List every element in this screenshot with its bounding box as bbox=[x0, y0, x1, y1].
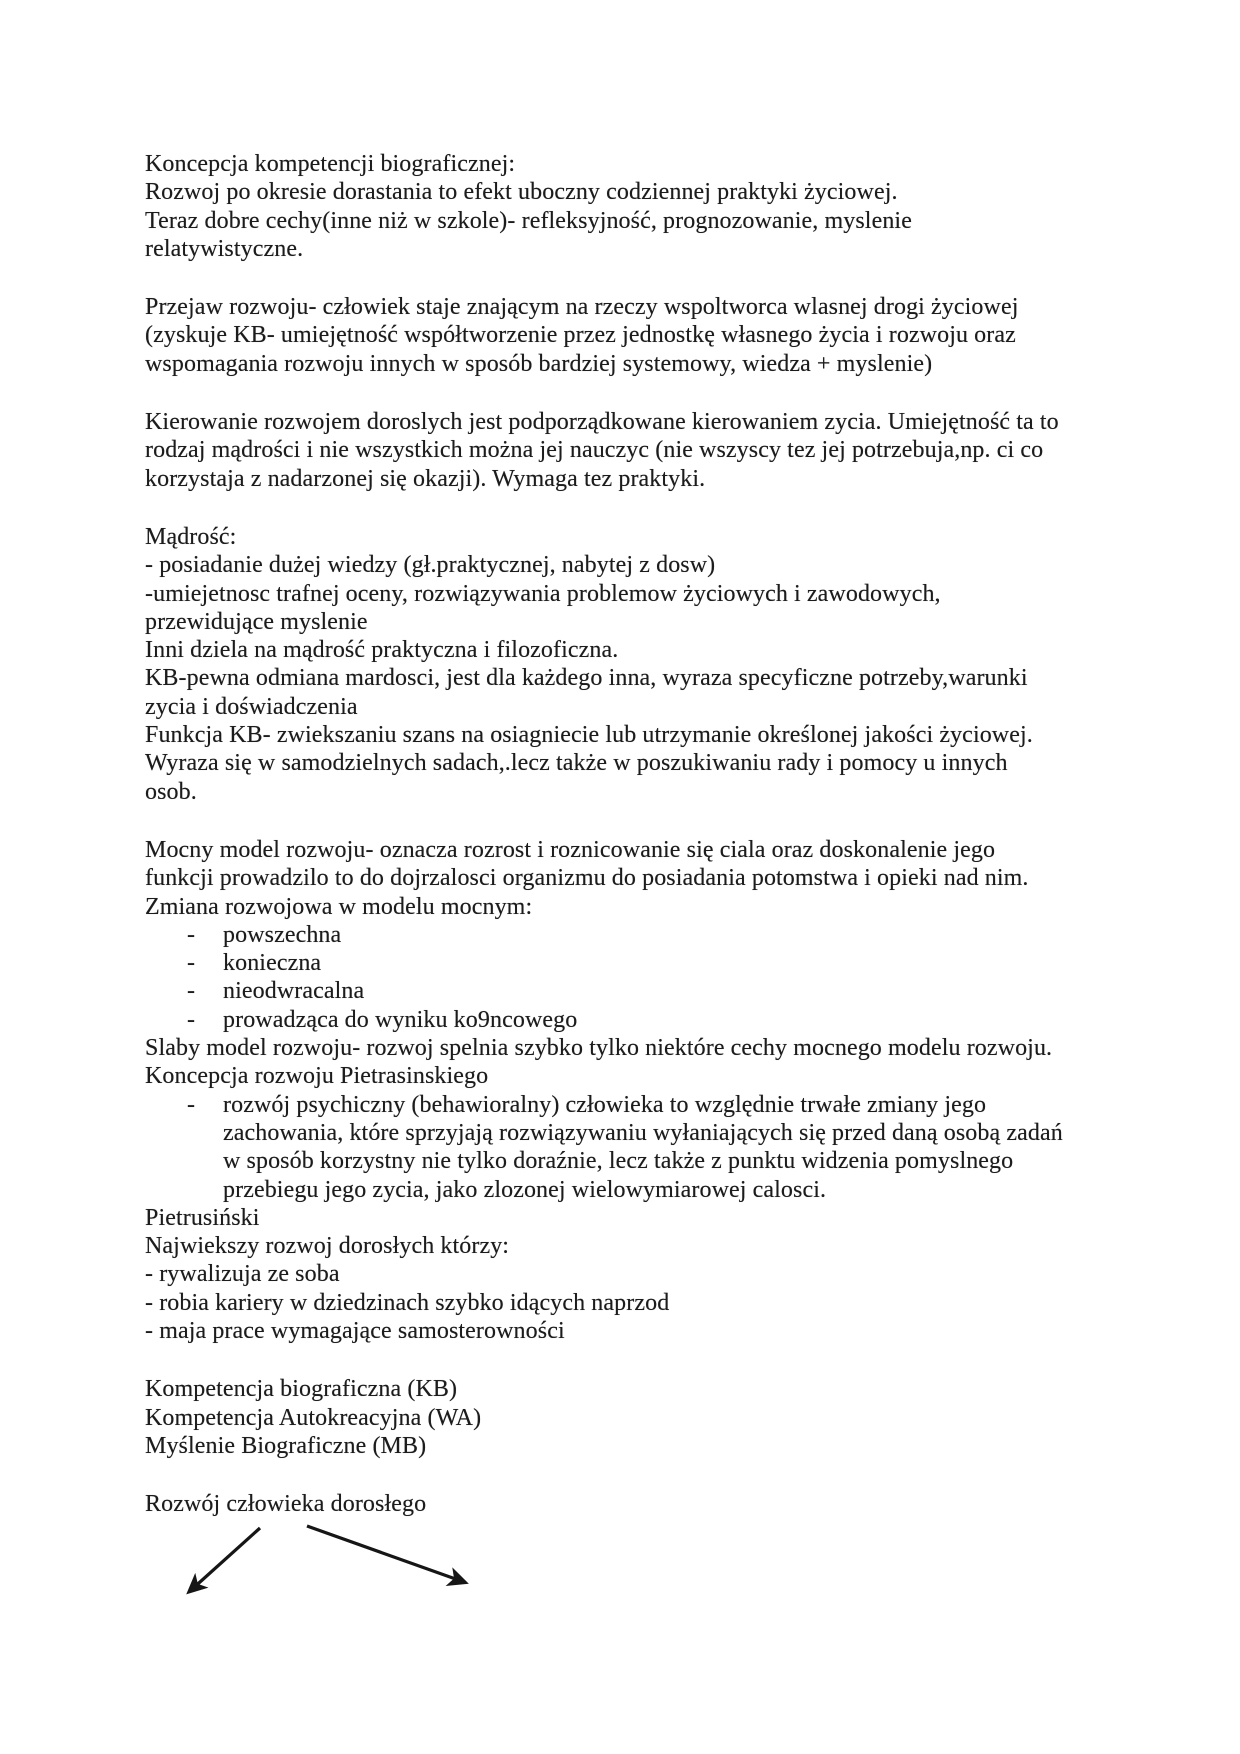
text-line: Wyraza się w samodzielnych sadach,.lecz także w poszukiwaniu rady i pomocy u innych bbox=[145, 750, 1008, 777]
text-line: Myślenie Biograficzne (MB) bbox=[145, 1432, 427, 1459]
text-line: Rozwój człowieka dorosłego bbox=[145, 1491, 427, 1518]
text-line: Slaby model rozwoju- rozwoj spelnia szybko tylko niektóre cechy mocnego modelu rozwoju. bbox=[145, 1035, 1053, 1062]
list-dash: - bbox=[187, 921, 196, 948]
text-line: przewidujące myslenie bbox=[145, 608, 368, 635]
text-line: Przejaw rozwoju- człowiek staje znającym na rzeczy wspoltworca wlasnej drogi życiowej bbox=[145, 294, 1019, 321]
document-body bbox=[145, 150, 1125, 1518]
text-line: - maja prace wymagające samosterowności bbox=[145, 1317, 565, 1344]
list-item-line: przebiegu jego zycia, jako zlozonej wielowymiarowej calosci. bbox=[223, 1176, 827, 1203]
text-line: rodzaj mądrości i nie wszystkich można jej nauczyc (nie wszyscy tez jej potrzebuja,np. ci co bbox=[145, 437, 1044, 464]
list-dash: - bbox=[187, 1006, 196, 1033]
list-dash: - bbox=[187, 1091, 196, 1118]
paragraph-gap bbox=[145, 806, 1125, 836]
list-item-line: - prowadząca do wyniku ko9ncowego bbox=[187, 1006, 578, 1033]
list-item-line: zachowania, które sprzyjają rozwiązywaniu wyłaniających się przed daną osobą zadań bbox=[223, 1119, 1063, 1146]
text-line: Mądrość: bbox=[145, 523, 237, 550]
text-line: KB-pewna odmiana mardosci, jest dla każdego inna, wyraza specyficzne potrzeby,warunki bbox=[145, 665, 1028, 692]
arrow-down-right-icon bbox=[307, 1526, 464, 1582]
text-line: Kierowanie rozwojem doroslych jest podporządkowane kierowaniem zycia. Umiejętność ta to bbox=[145, 409, 1059, 436]
arrow-down-left-icon bbox=[190, 1528, 260, 1591]
text-line: - posiadanie dużej wiedzy (gł.praktycznej, nabytej z dosw) bbox=[145, 552, 716, 579]
text-line: -umiejetnosc trafnej oceny, rozwiązywania problemow życiowych i zawodowych, bbox=[145, 580, 941, 607]
list-item-line: - powszechna bbox=[187, 921, 342, 948]
text-line: Mocny model rozwoju- oznacza rozrost i roznicowanie się ciala oraz doskonalenie jego bbox=[145, 836, 996, 863]
text-line: - rywalizuja ze soba bbox=[145, 1261, 340, 1288]
text-line: korzystaja z nadarzonej się okazji). Wymaga tez praktyki. bbox=[145, 465, 706, 492]
list-dash: - bbox=[187, 978, 196, 1005]
text-line: Zmiana rozwojowa w modelu mocnym: bbox=[145, 893, 533, 920]
paragraph-gap bbox=[145, 1345, 1125, 1375]
text-line: relatywistyczne. bbox=[145, 235, 304, 262]
paragraph-gap bbox=[145, 263, 1125, 293]
list-item-line: w sposób korzystny nie tylko doraźnie, lecz także z punktu widzenia pomyslnego bbox=[223, 1148, 1014, 1175]
text-line: Rozwoj po okresie dorastania to efekt uboczny codziennej praktyki życiowej. bbox=[145, 179, 898, 206]
list-item-line: - konieczna bbox=[187, 950, 322, 977]
text-line: Kompetencja biograficzna (KB) bbox=[145, 1376, 458, 1403]
text-line: zycia i doświadczenia bbox=[145, 693, 358, 720]
list-item-line: - rozwój psychiczny (behawioralny) człowieka to względnie trwałe zmiany jego bbox=[187, 1091, 987, 1118]
text-line: Koncepcja kompetencji biograficznej: bbox=[145, 151, 516, 177]
text-line: wspomagania rozwoju innych w sposób bardziej systemowy, wiedza + myslenie) bbox=[145, 350, 933, 377]
text-line: - robia kariery w dziedzinach szybko idących naprzod bbox=[145, 1289, 670, 1316]
text-line: Funkcja KB- zwiekszaniu szans na osiagniecie lub utrzymanie określonej jakości życiowej. bbox=[145, 722, 1033, 749]
text-line: (zyskuje KB- umiejętność współtworzenie przez jednostkę własnego życia i rozwoju oraz bbox=[145, 322, 1016, 349]
text-line: Koncepcja rozwoju Pietrasinskiego bbox=[145, 1063, 489, 1090]
list-item-line: - nieodwracalna bbox=[187, 978, 365, 1005]
text-line: Pietrusiński bbox=[145, 1204, 260, 1231]
text-line: Najwiekszy rozwoj dorosłych którzy: bbox=[145, 1233, 510, 1260]
text-line: Teraz dobre cechy(inne niż w szkole)- refleksyjność, prognozowanie, myslenie bbox=[145, 207, 912, 234]
text-line: Kompetencja Autokreacyjna (WA) bbox=[145, 1404, 482, 1431]
list-dash: - bbox=[187, 950, 196, 977]
arrows-diagram bbox=[140, 1515, 520, 1620]
paragraph-gap bbox=[145, 493, 1125, 523]
text-line: funkcji prowadzilo to do dojrzalosci organizmu do posiadania potomstwa i opieki nad nim. bbox=[145, 865, 1029, 892]
text-line: osob. bbox=[145, 778, 197, 805]
paragraph-gap bbox=[145, 1460, 1125, 1490]
text-line: Inni dziela na mądrość praktyczna i filozoficzna. bbox=[145, 637, 619, 664]
paragraph-gap bbox=[145, 378, 1125, 408]
